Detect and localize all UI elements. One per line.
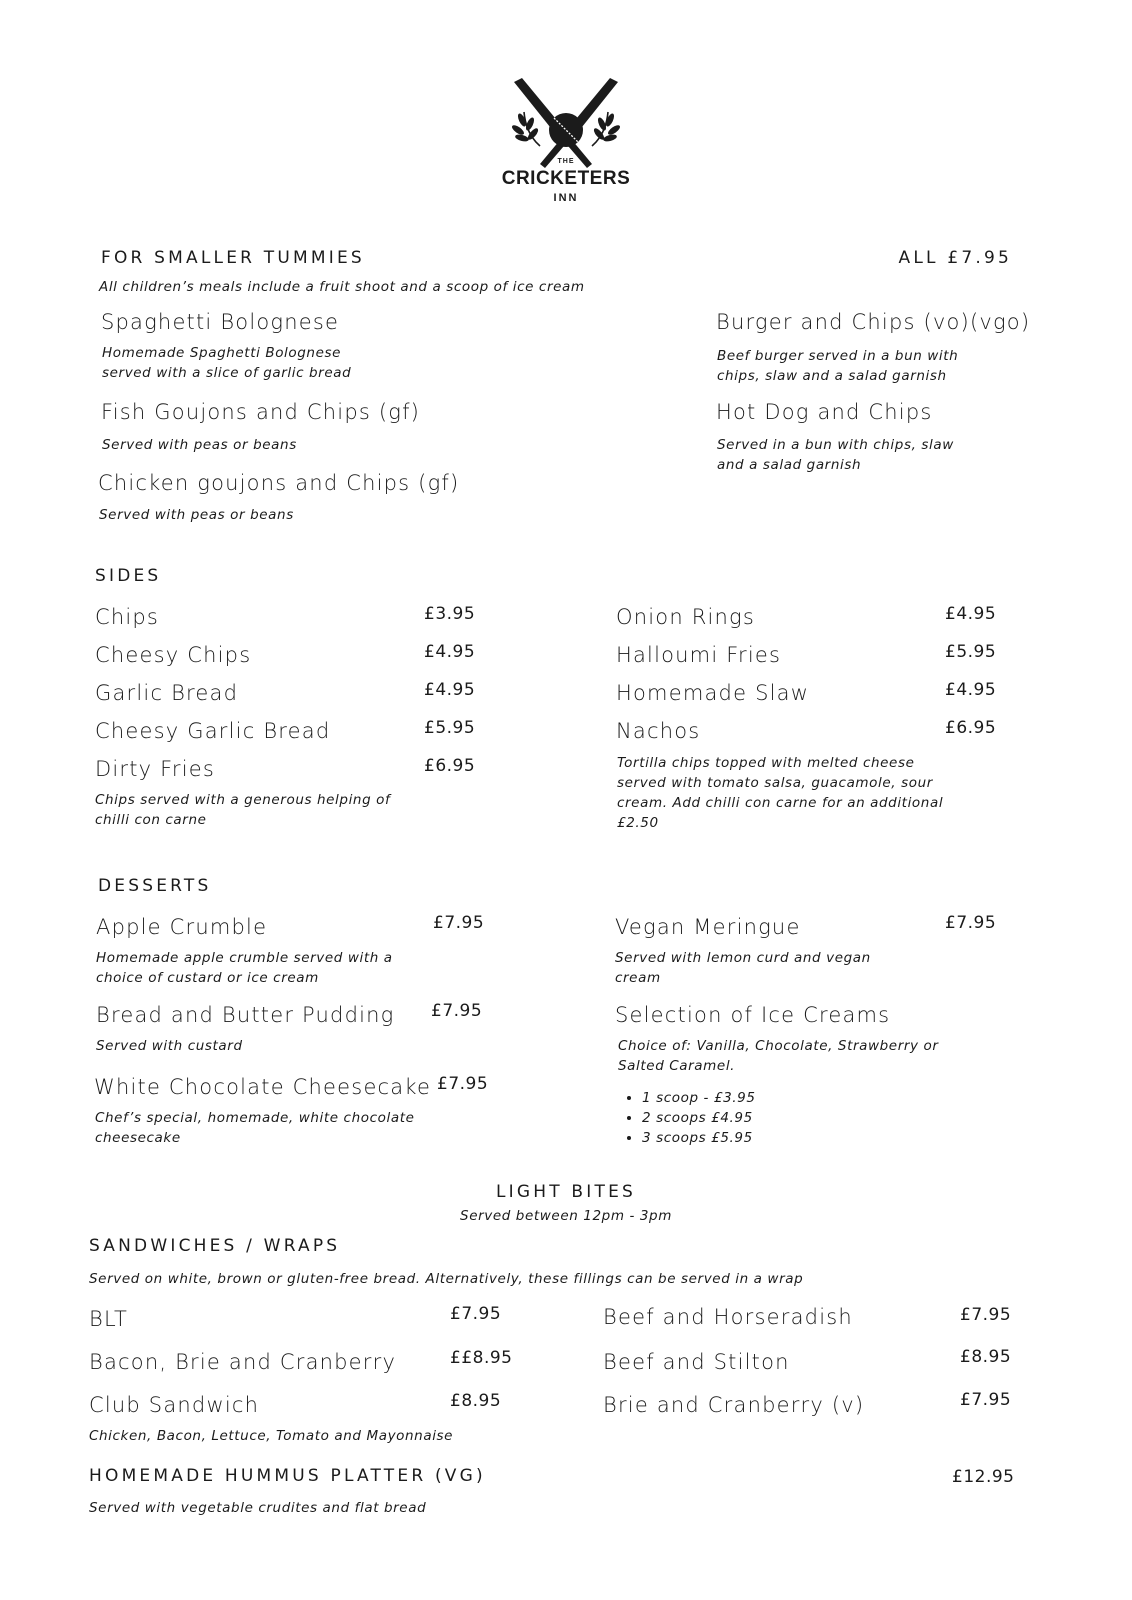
- menu-item-name: Halloumi Fries: [616, 643, 782, 667]
- menu-item-desc: Chef’s special, homemade, white chocolate cheesecake: [95, 1110, 415, 1146]
- logo: [496, 76, 636, 212]
- menu-item-name: Chicken goujons and Chips (gf): [98, 471, 460, 495]
- sandwiches-note: Served on white, brown or gluten-free bread. Alternatively, these fillings can be served in a wrap: [89, 1271, 804, 1287]
- menu-item-desc: Homemade apple crumble served with a choice of custard or ice cream: [96, 950, 393, 986]
- menu-item-name: Onion Rings: [616, 605, 755, 629]
- section-title-light-bites: LIGHT BITES: [495, 1182, 637, 1202]
- menu-item-name: Bacon, Brie and Cranberry: [89, 1350, 397, 1374]
- menu-item-price: £4.95: [945, 604, 997, 624]
- menu-item-desc: Served in a bun with chips, slaw and a salad garnish: [717, 437, 954, 473]
- ice-cream-options: [622, 1088, 756, 1148]
- menu-item-desc: Served with custard: [96, 1038, 243, 1054]
- menu-item-price: £3.95: [424, 604, 476, 624]
- menu-item-price: £7.95: [433, 913, 485, 933]
- menu-item-name: Vegan Meringue: [615, 915, 801, 939]
- hummus-platter-price: £12.95: [952, 1467, 1015, 1487]
- menu-item-name: Club Sandwich: [89, 1393, 260, 1417]
- menu-item-price: £6.95: [424, 756, 476, 776]
- menu-item-desc: Chicken, Bacon, Lettuce, Tomato and Mayonnaise: [89, 1428, 454, 1444]
- menu-item-name: BLT: [89, 1307, 128, 1331]
- menu-item-price: £8.95: [450, 1391, 502, 1411]
- menu-item-name: Burger and Chips (vo)(vgo): [716, 310, 1031, 334]
- menu-item-price: £7.95: [431, 1001, 483, 1021]
- menu-item-price: £4.95: [424, 680, 476, 700]
- menu-item-name: White Chocolate Cheesecake: [94, 1075, 432, 1099]
- menu-item-price: £7.95: [960, 1390, 1012, 1410]
- menu-item-name: Beef and Stilton: [603, 1350, 790, 1374]
- hummus-platter-title: HOMEMADE HUMMUS PLATTER (VG): [89, 1466, 486, 1486]
- menu-item-name: Cheesy Garlic Bread: [95, 719, 331, 743]
- light-bites-subtitle: Served between 12pm - 3pm: [460, 1208, 672, 1224]
- menu-item-name: Fish Goujons and Chips (gf): [101, 400, 421, 424]
- kids-price: ALL £7.95: [898, 248, 1012, 268]
- section-title-sides: SIDES: [95, 566, 162, 586]
- hummus-platter-desc: Served with vegetable crudites and flat bread: [89, 1500, 427, 1516]
- menu-item-name: Hot Dog and Chips: [716, 400, 933, 424]
- menu-item-price: £8.95: [960, 1347, 1012, 1367]
- menu-item-price: ££8.95: [450, 1348, 513, 1368]
- kids-note: All children’s meals include a fruit shoot and a scoop of ice cream: [99, 279, 585, 295]
- menu-item-price: £5.95: [945, 642, 997, 662]
- menu-item-name: Garlic Bread: [95, 681, 239, 705]
- menu-item-name: Bread and Butter Pudding: [96, 1003, 395, 1027]
- menu-item-price: £7.95: [945, 913, 997, 933]
- menu-item-desc: Tortilla chips topped with melted cheese served with tomato salsa, guacamole, sour cream. Add chilli con carne for an additional £2.50: [617, 755, 944, 831]
- logo-name: CRICKETERS: [501, 168, 631, 189]
- menu-item-desc: Homemade Spaghetti Bolognese served with a slice of garlic bread: [102, 345, 352, 381]
- menu-item-price: £5.95: [424, 718, 476, 738]
- option-2-scoops: • 2 scoops £4.95: [642, 1108, 756, 1128]
- section-title-kids: FOR SMALLER TUMMIES: [101, 248, 365, 268]
- menu-item-name: Nachos: [616, 719, 701, 743]
- menu-item-name: Brie and Cranberry (v): [603, 1393, 865, 1417]
- menu-item-name: Beef and Horseradish: [603, 1305, 853, 1329]
- option-1-scoop: • 1 scoop - £3.95: [642, 1088, 756, 1108]
- menu-item-name: Cheesy Chips: [95, 643, 252, 667]
- section-title-desserts: DESSERTS: [98, 876, 212, 896]
- section-title-sandwiches: SANDWICHES / WRAPS: [89, 1236, 341, 1256]
- menu-item-price: £7.95: [437, 1074, 489, 1094]
- menu-item-price: £4.95: [424, 642, 476, 662]
- menu-item-desc: Choice of: Vanilla, Chocolate, Strawberry or Salted Caramel.: [618, 1038, 939, 1074]
- menu-item-name: Selection of Ice Creams: [615, 1003, 891, 1027]
- menu-item-name: Spaghetti Bolognese: [101, 310, 340, 334]
- menu-item-name: Homemade Slaw: [616, 681, 810, 705]
- menu-item-price: £7.95: [960, 1305, 1012, 1325]
- option-3-scoops: • 3 scoops £5.95: [642, 1128, 756, 1148]
- menu-item-desc: Chips served with a generous helping of chilli con carne: [95, 792, 391, 828]
- logo-inn: INN: [553, 192, 579, 204]
- menu-item-desc: Beef burger served in a bun with chips, slaw and a salad garnish: [717, 348, 959, 384]
- menu-item-name: Dirty Fries: [95, 757, 216, 781]
- menu-item-price: £6.95: [945, 718, 997, 738]
- logo-the: THE: [557, 158, 575, 165]
- menu-item-desc: Served with peas or beans: [99, 507, 294, 523]
- menu-item-desc: Served with peas or beans: [102, 437, 297, 453]
- menu-item-name: Chips: [95, 605, 160, 629]
- menu-item-price: £4.95: [945, 680, 997, 700]
- menu-item-name: Apple Crumble: [96, 915, 268, 939]
- menu-item-desc: Served with lemon curd and vegan cream: [615, 950, 871, 986]
- menu-item-price: £7.95: [450, 1304, 502, 1324]
